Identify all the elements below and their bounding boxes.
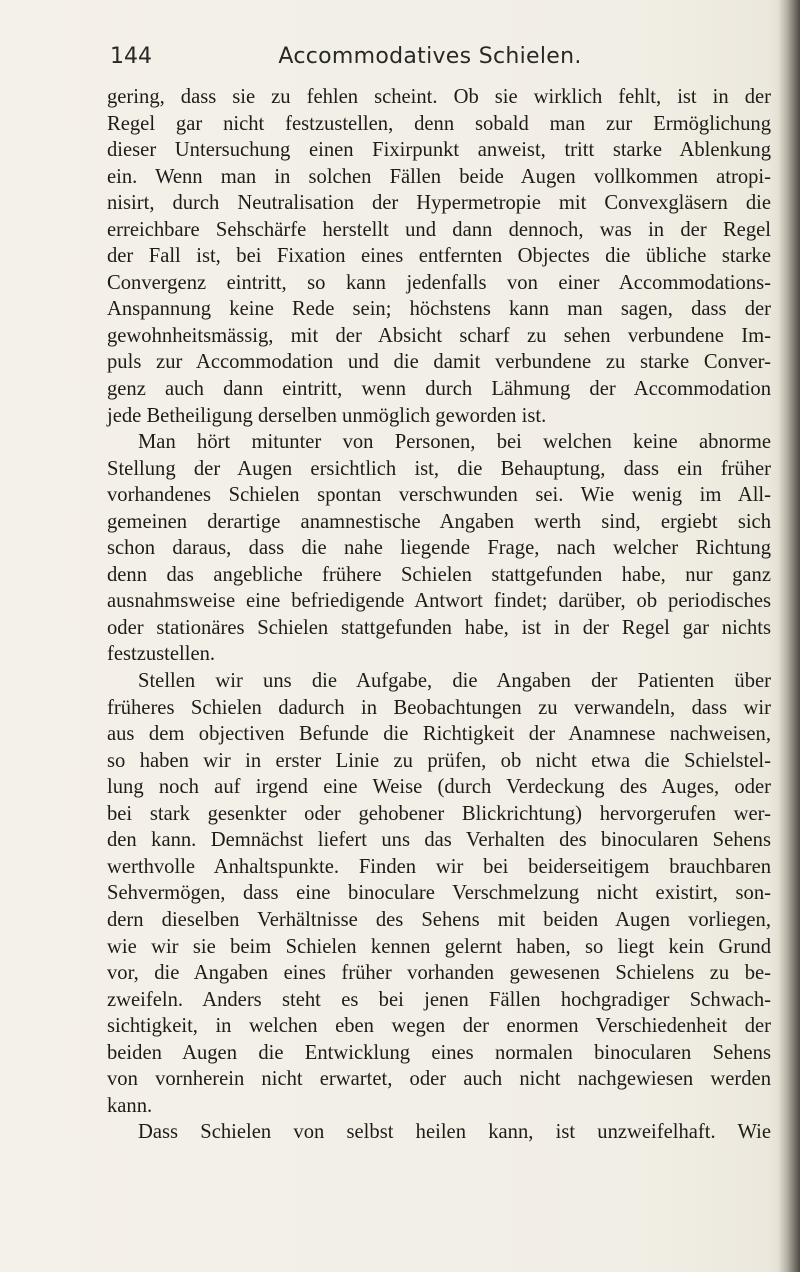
text-line: der Fall ist, bei Fixation eines entfernten Objectes die übliche starke xyxy=(107,245,771,268)
text-line: jede Betheiligung derselben unmöglich geworden ist. xyxy=(107,404,547,427)
text-line: Man hört mitunter von Personen, bei welchen keine abnorme xyxy=(138,431,771,454)
text-line: erreichbare Sehschärfe herstellt und dann dennoch, was in der Regel xyxy=(107,218,771,241)
text-line: kann. xyxy=(107,1094,153,1117)
text-line: zweifeln. Anders steht es bei jenen Fällen hochgradiger Schwach- xyxy=(107,988,771,1011)
text-line: aus dem objectiven Befunde die Richtigkeit der Anamnese nachweisen, xyxy=(107,723,771,746)
page-number: 144 xyxy=(110,44,152,69)
body-text xyxy=(107,84,771,1146)
text-line: sichtigkeit, in welchen eben wegen der enormen Verschiedenheit der xyxy=(107,1015,771,1038)
text-line: gemeinen derartige anamnestische Angaben werth sind, ergiebt sich xyxy=(107,510,771,533)
text-line: beiden Augen die Entwicklung eines normalen binocularen Sehens xyxy=(107,1041,771,1064)
text-line: gewohnheitsmässig, mit der Absicht scharf zu sehen verbundene Im- xyxy=(107,324,771,347)
text-line: genz auch dann eintritt, wenn durch Lähmung der Accommodation xyxy=(107,378,771,401)
text-line: festzustellen. xyxy=(107,643,216,666)
text-line: bei stark gesenkter oder gehobener Blickrichtung) hervorgerufen wer- xyxy=(107,802,771,825)
text-line: Regel gar nicht festzustellen, denn sobald man zur Ermöglichung xyxy=(107,112,771,135)
text-line: Stellen wir uns die Aufgabe, die Angaben der Patienten über xyxy=(138,670,771,693)
text-line: wie wir sie beim Schielen kennen gelernt haben, so liegt kein Grund xyxy=(107,935,771,958)
text-line: denn das angebliche frühere Schielen stattgefunden habe, nur ganz xyxy=(107,563,771,586)
text-line: nisirt, durch Neutralisation der Hypermetropie mit Convexgläsern die xyxy=(107,192,771,215)
text-line: puls zur Accommodation und die damit verbundene zu starke Conver- xyxy=(107,351,771,374)
text-line: dieser Untersuchung einen Fixirpunkt anweist, tritt starke Ablenkung xyxy=(107,139,771,162)
running-head: Accommodatives Schielen. xyxy=(278,44,582,69)
text-line: dern dieselben Verhältnisse des Sehens mit beiden Augen vorliegen, xyxy=(107,908,771,931)
text-line: lung noch auf irgend eine Weise (durch Verdeckung des Auges, oder xyxy=(107,776,771,799)
text-line: vor, die Angaben eines früher vorhanden gewesenen Schielens zu be- xyxy=(107,962,771,985)
text-line: den kann. Demnächst liefert uns das Verhalten des binocularen Sehens xyxy=(107,829,771,852)
text-line: Anspannung keine Rede sein; höchstens kann man sagen, dass der xyxy=(107,298,771,321)
text-line: von vornherein nicht erwartet, oder auch nicht nachgewiesen werden xyxy=(107,1068,771,1091)
text-line: vorhandenes Schielen spontan verschwunden sei. Wie wenig im All- xyxy=(107,484,771,507)
text-line: Dass Schielen von selbst heilen kann, ist unzweifelhaft. Wie xyxy=(138,1121,771,1144)
text-line: ein. Wenn man in solchen Fällen beide Augen vollkommen atropi- xyxy=(107,165,771,188)
text-line: schon daraus, dass die nahe liegende Frage, nach welcher Richtung xyxy=(107,537,771,560)
text-line: früheres Schielen dadurch in Beobachtungen zu verwandeln, dass wir xyxy=(107,696,771,719)
text-line: Stellung der Augen ersichtlich ist, die Behauptung, dass ein früher xyxy=(107,457,771,480)
text-line: Sehvermögen, dass eine binoculare Verschmelzung nicht existirt, son- xyxy=(107,882,771,905)
text-line: so haben wir in erster Linie zu prüfen, ob nicht etwa die Schielstel- xyxy=(107,749,771,772)
text-line: Convergenz eintritt, so kann jedenfalls von einer Accommodations- xyxy=(107,271,771,294)
page-edge-shadow xyxy=(778,0,800,1272)
text-line: oder stationäres Schielen stattgefunden habe, ist in der Regel gar nichts xyxy=(107,616,771,639)
text-line: ausnahmsweise eine befriedigende Antwort findet; darüber, ob periodisches xyxy=(107,590,771,613)
text-line: werthvolle Anhaltspunkte. Finden wir bei beiderseitigem brauchbaren xyxy=(107,855,771,878)
text-line: gering, dass sie zu fehlen scheint. Ob sie wirklich fehlt, ist in der xyxy=(107,86,771,108)
page-header xyxy=(110,44,750,74)
